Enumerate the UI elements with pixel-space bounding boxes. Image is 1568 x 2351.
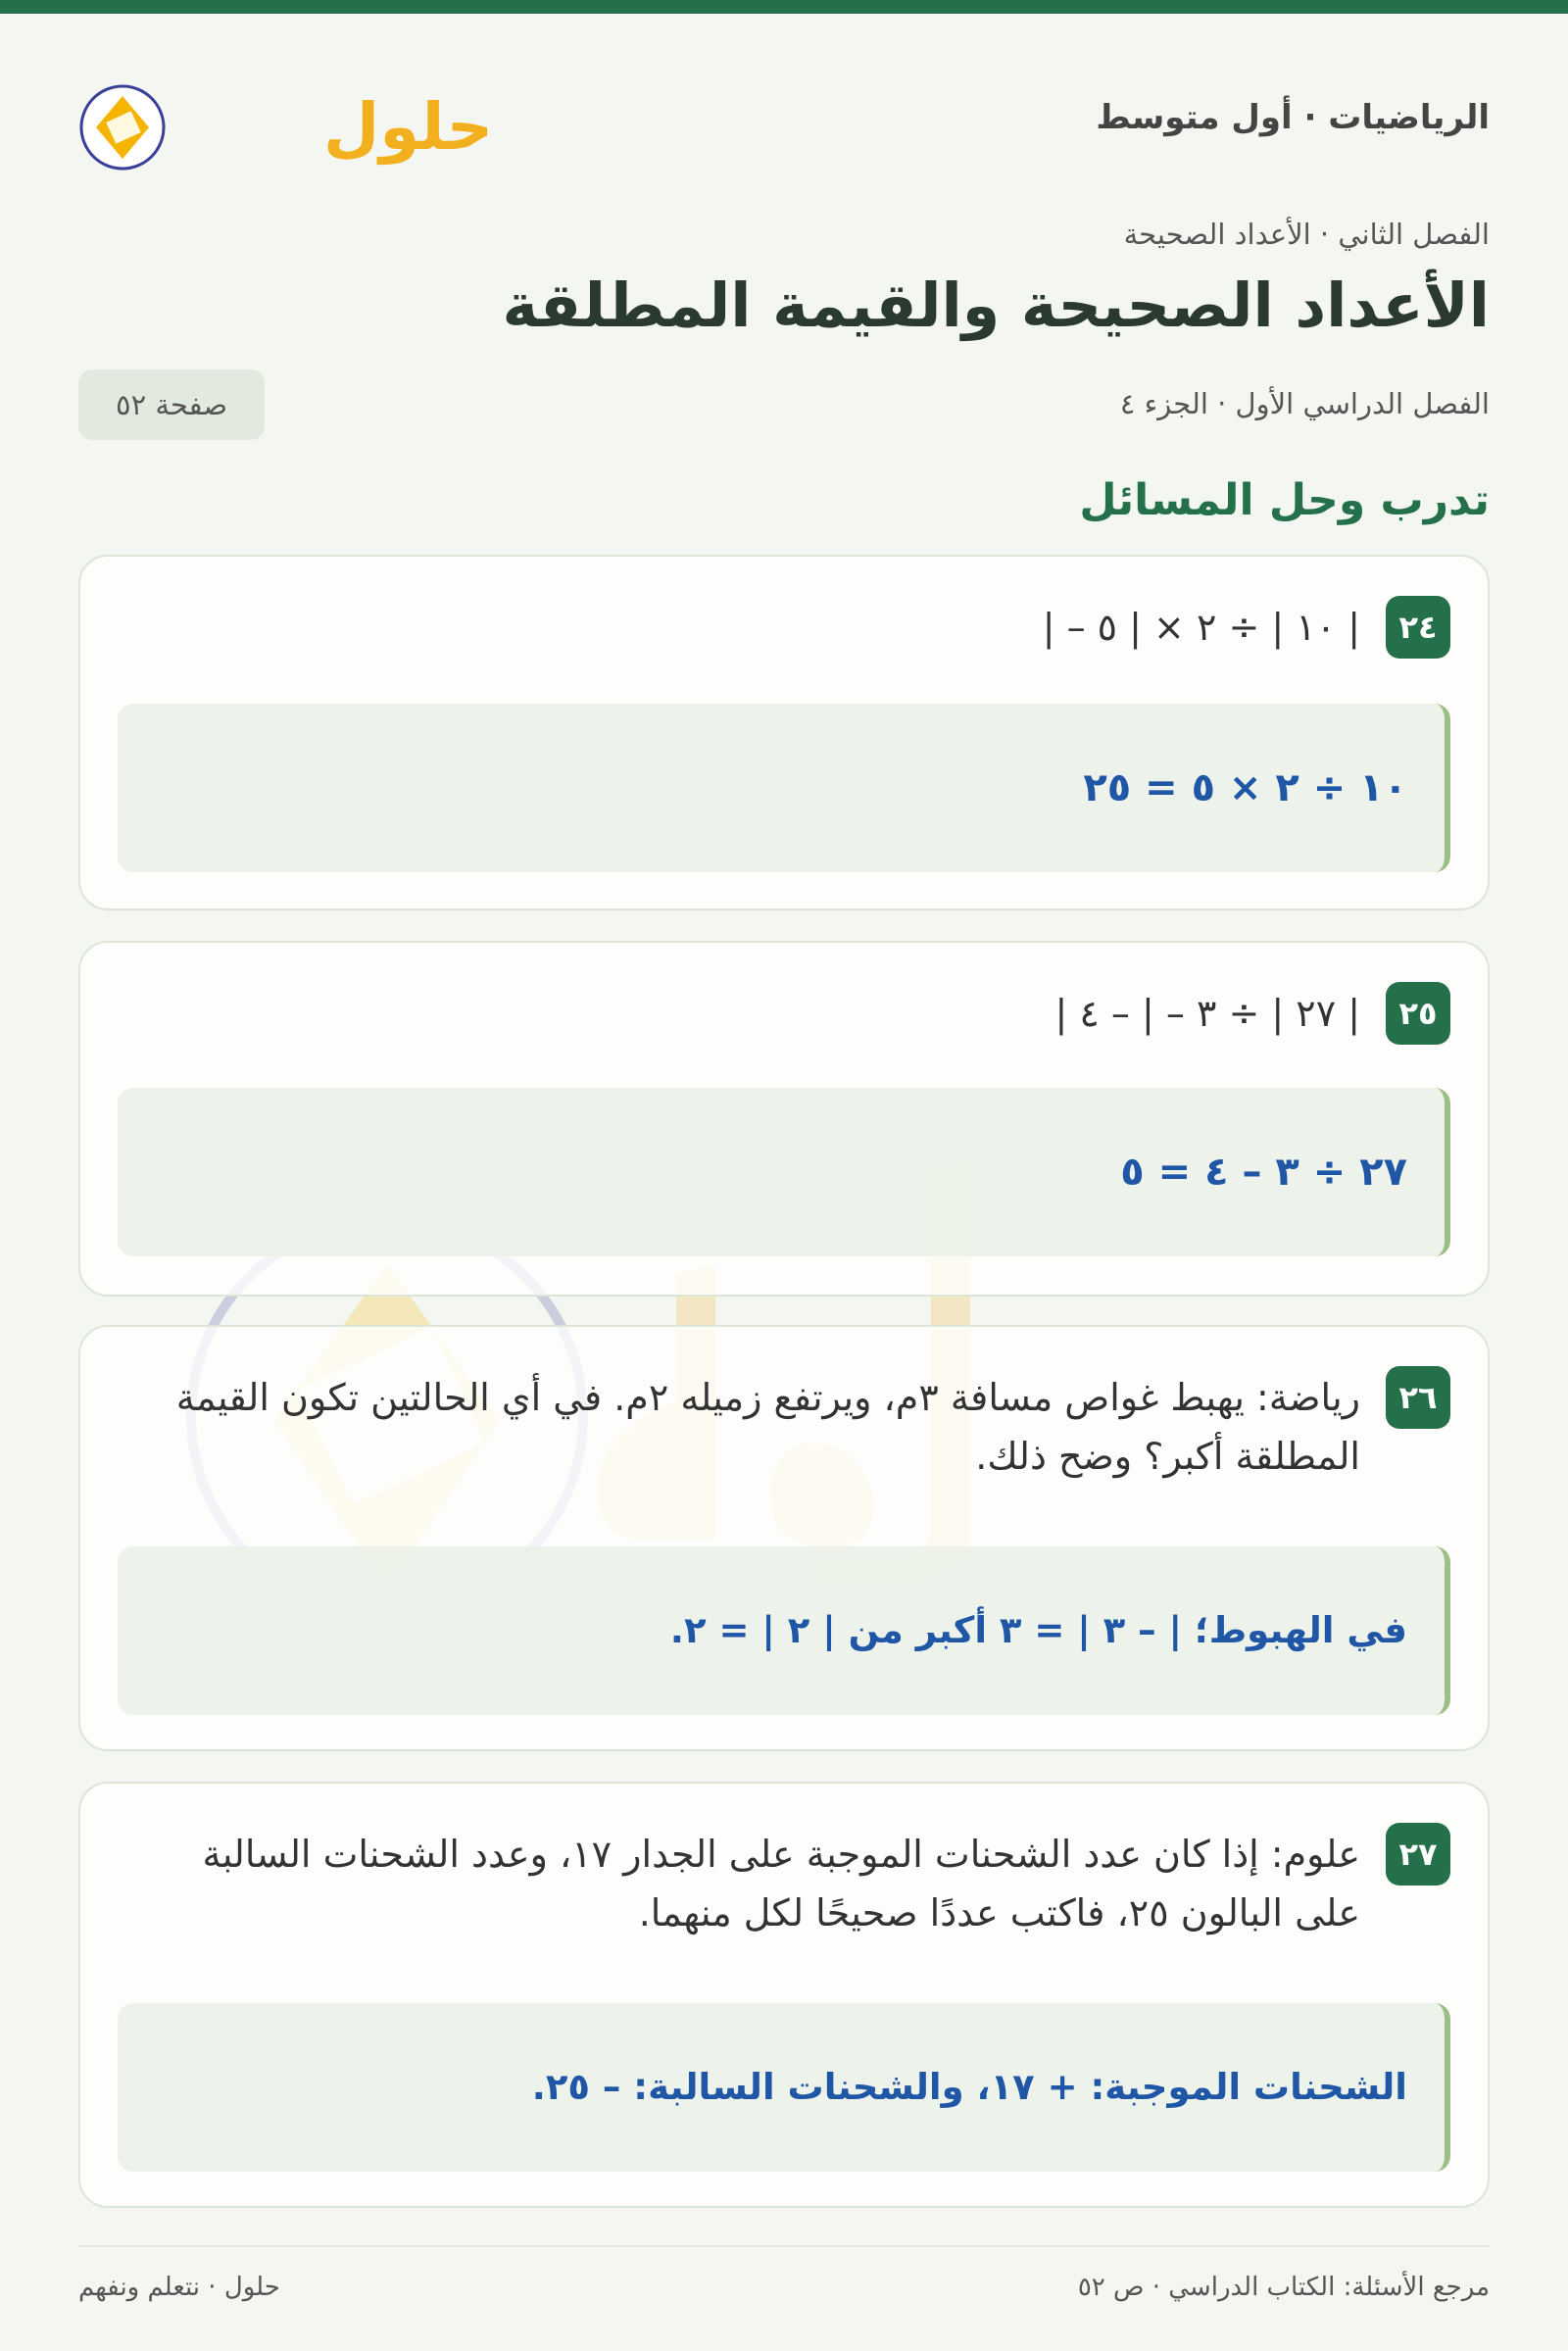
footer-reference: مرجع الأسئلة: الكتاب الدراسي · ص ٥٢ <box>1077 2273 1490 2302</box>
answer-box <box>118 1088 1450 1256</box>
footer-divider <box>78 2245 1490 2247</box>
answer-box <box>118 1546 1450 1715</box>
answer-text: في الهبوط؛ | – ٣ | = ٣ أكبر من | ٢ | = ٢. <box>669 1609 1407 1651</box>
question-card-27 <box>78 1782 1490 2208</box>
page-header <box>78 78 1490 176</box>
question-text: | – ١٠ | ÷ ٢ × | ٥ | <box>1042 606 1360 649</box>
question-text: | ٢٧ | ÷ ٣ – | – ٤ | <box>1054 992 1360 1035</box>
brand-logo <box>78 78 494 176</box>
question-number: ٢٥ <box>1386 982 1450 1045</box>
page-number-badge: صفحة ٥٢ <box>78 369 265 440</box>
question-number: ٢٧ <box>1386 1823 1450 1886</box>
answer-text: ٢٧ ÷ ٣ – ٤ = ٥ <box>1120 1150 1407 1195</box>
answer-text: الشحنات الموجبة: + ١٧، والشحنات السالبة: – ٢٥. <box>531 2066 1407 2108</box>
question-text: علوم: إذا كان عدد الشحنات الموجبة على الجدار ١٧، وعدد الشحنات السالبة على البالون ٢٥، فاكتب عددًا صحيحًا لكل منهما. <box>202 1833 1360 1935</box>
question-card-25 <box>78 941 1490 1297</box>
chapter-label: الفصل الثاني · الأعداد الصحيحة <box>1123 218 1490 251</box>
answer-box <box>118 704 1450 872</box>
page-title: الأعداد الصحيحة والقيمة المطلقة <box>502 269 1490 341</box>
term-label: الفصل الدراسي الأول · الجزء ٤ <box>1119 387 1490 420</box>
answer-box <box>118 2003 1450 2172</box>
logo-icon <box>78 78 494 176</box>
section-title: تدرب وحل المسائل <box>1079 475 1490 525</box>
answer-text: ١٠ ÷ ٢ × ٥ = ٢٥ <box>1083 765 1407 810</box>
question-card-26 <box>78 1325 1490 1751</box>
question-number: ٢٦ <box>1386 1366 1450 1429</box>
footer-brand: حلول · نتعلم ونفهم <box>78 2273 280 2302</box>
top-accent-bar <box>0 0 1568 14</box>
question-text: رياضة: يهبط غواص مسافة ٣م، ويرتفع زميله ٢م. في أي الحالتين تكون القيمة المطلقة أكبر؟ وضح ذلك. <box>175 1376 1360 1478</box>
question-number: ٢٤ <box>1386 596 1450 659</box>
logo-text: حلول <box>323 89 494 165</box>
question-card-24 <box>78 555 1490 910</box>
subject-label: الرياضيات · أول متوسط <box>1096 98 1490 137</box>
